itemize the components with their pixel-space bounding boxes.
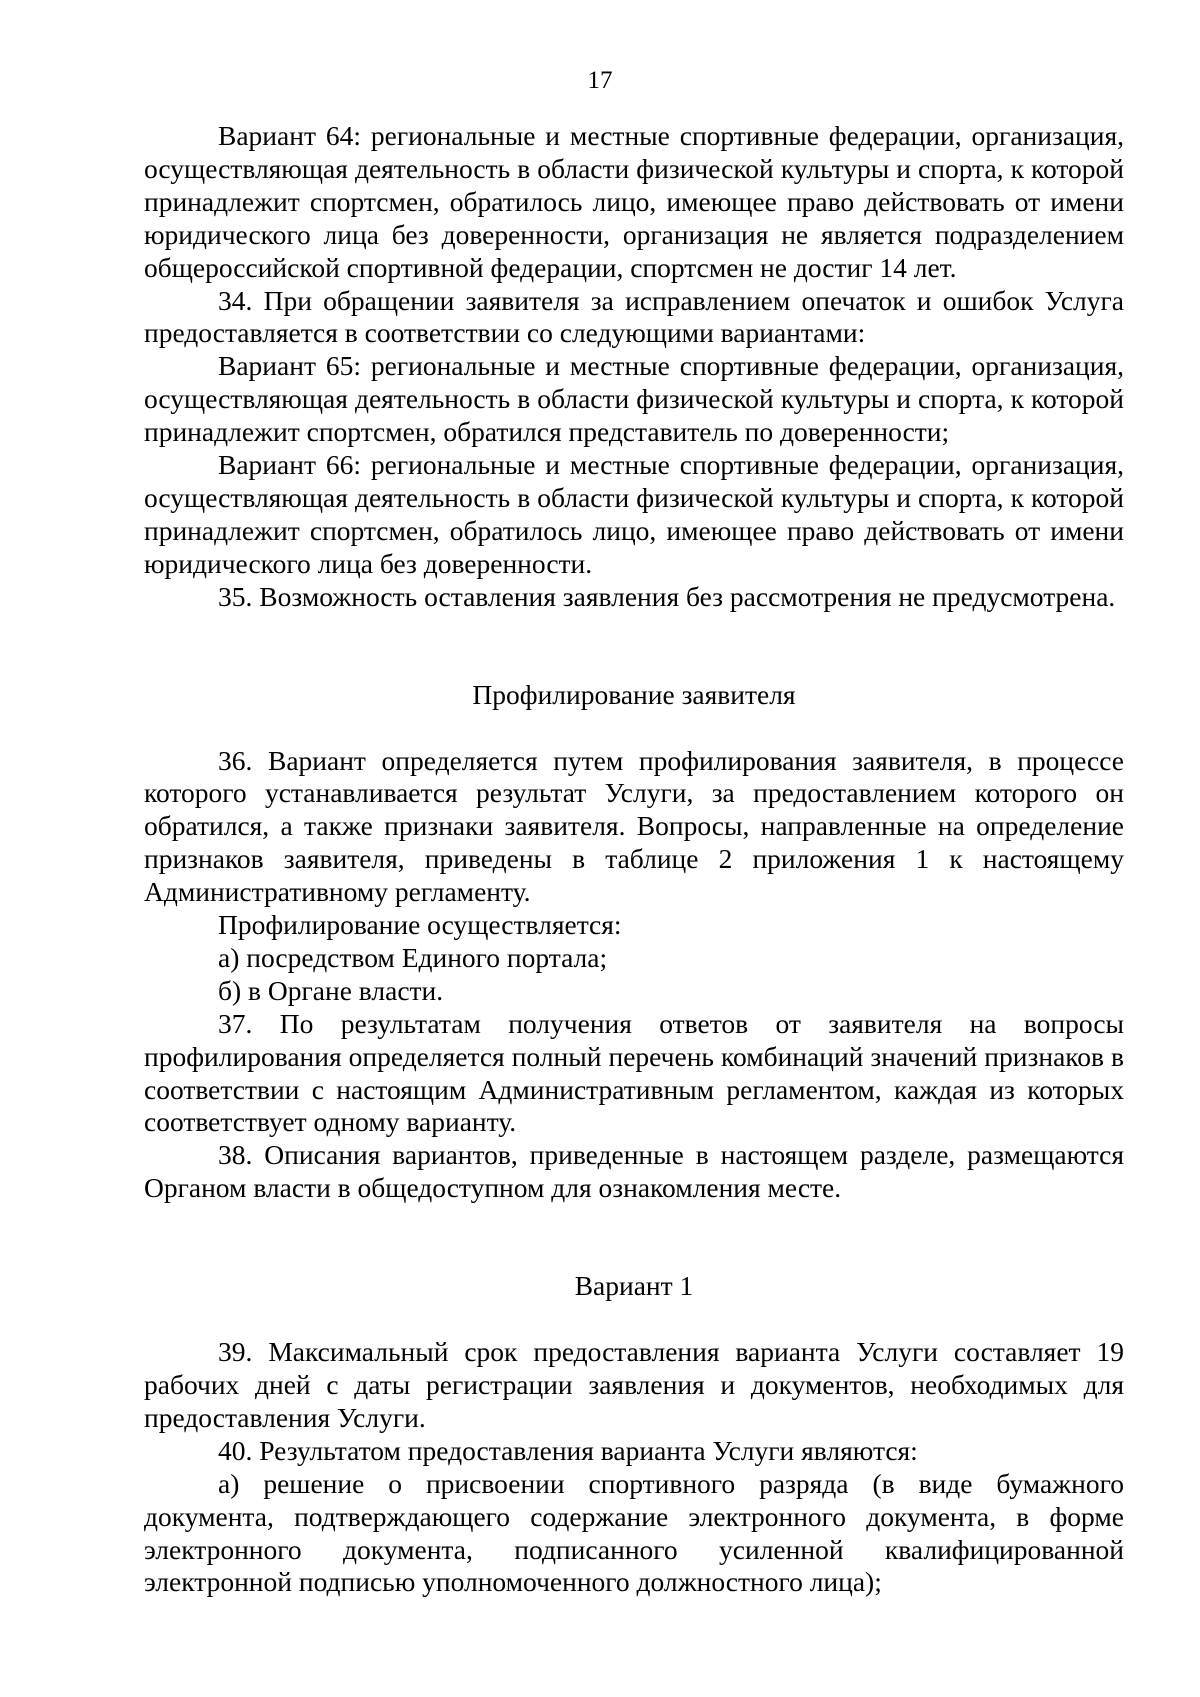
- paragraph-37: 37. По результатам получения ответов от заявителя на вопросы профилирования определяется полный перечень комбинаций значений признаков в соответствии с настоящим Административным регламентом, каждая из которых соответствует одному варианту.: [144, 1007, 1124, 1138]
- list-item-b: б) в Органе власти.: [218, 974, 444, 1006]
- list-item-a-result: а) решение о присвоении спортивного разряда (в виде бумажного документа, подтверждающего содержание электронного документа, в форме электронного документа, подписанного усиленной квалифицированной электронной подписью уполномоченного должностного лица);: [144, 1467, 1124, 1598]
- paragraph-variant-64: Вариант 64: региональные и местные спортивные федерации, организация, осуществляющая деятельность в области физической культуры и спорта, к которой принадлежит спортсмен, обратилось лицо, имеющее право действовать от имени юридического лица без доверенности, организация не является подразделением общероссийской спортивной федерации, спортсмен не достиг 14 лет.: [144, 120, 1124, 283]
- document-body: [144, 120, 1124, 1599]
- section-gap: [144, 712, 1124, 745]
- section-gap: [144, 1303, 1124, 1336]
- section-gap: [144, 614, 1124, 679]
- page-number: 17: [587, 67, 613, 94]
- section-gap: [144, 1205, 1124, 1270]
- paragraph-34: 34. При обращении заявителя за исправлением опечаток и ошибок Услуга предоставляется в соответствии со следующими вариантами:: [144, 284, 1124, 349]
- paragraph-variant-65: Вариант 65: региональные и местные спортивные федерации, организация, осуществляющая деятельность в области физической культуры и спорта, к которой принадлежит спортсмен, обратился представитель по доверенности;: [144, 350, 1124, 448]
- paragraph-35: 35. Возможность оставления заявления без рассмотрения не предусмотрена.: [218, 580, 1116, 612]
- paragraph-39: 39. Максимальный срок предоставления варианта Услуги составляет 19 рабочих дней с даты регистрации заявления и документов, необходимых для предоставления Услуги.: [144, 1336, 1124, 1433]
- section-heading-variant-1: Вариант 1: [574, 1270, 694, 1302]
- paragraph-40: 40. Результатом предоставления варианта Услуги являются:: [218, 1434, 918, 1466]
- paragraph-36: 36. Вариант определяется путем профилирования заявителя, в процессе которого устанавливается результат Услуги, за предоставлением которого он обратился, а также признаки заявителя. Вопросы, направленные на определение признаков заявителя, приведены в таблице 2 приложения 1 к настоящему Административному регламенту.: [144, 744, 1124, 908]
- paragraph-38: 38. Описания вариантов, приведенные в настоящем разделе, размещаются Органом власти в общедоступном для ознакомления месте.: [144, 1139, 1124, 1204]
- section-heading-profiling: Профилирование заявителя: [472, 678, 796, 710]
- list-item-a: а) посредством Единого портала;: [218, 941, 608, 973]
- paragraph-profiling-intro: Профилирование осуществляется:: [218, 909, 622, 941]
- paragraph-variant-66: Вариант 66: региональные и местные спортивные федерации, организация, осуществляющая деятельность в области физической культуры и спорта, к которой принадлежит спортсмен, обратилось лицо, имеющее право действовать от имени юридического лица без доверенности.: [144, 449, 1124, 579]
